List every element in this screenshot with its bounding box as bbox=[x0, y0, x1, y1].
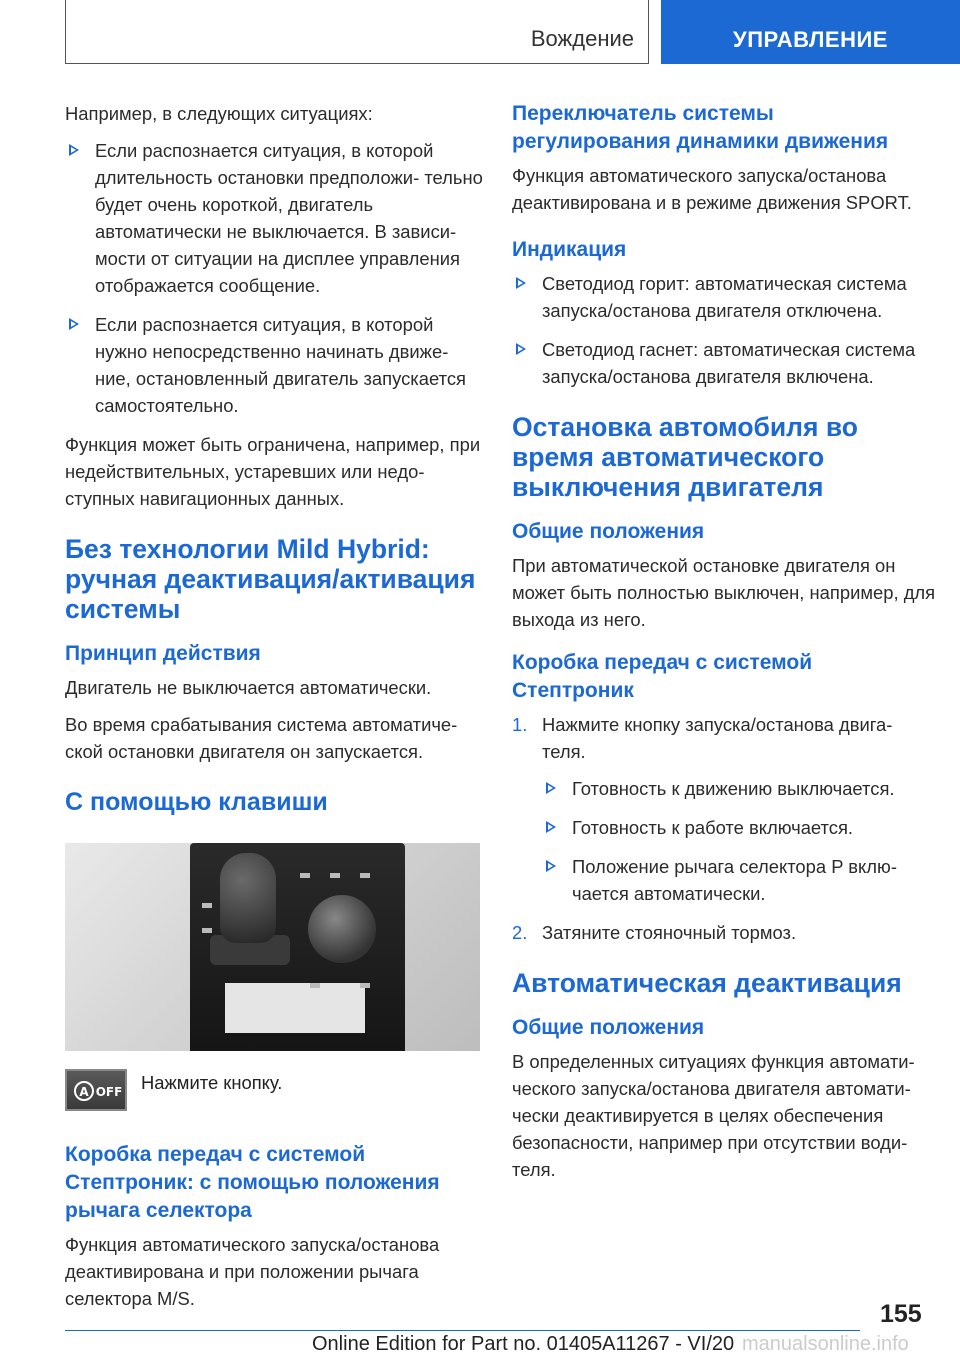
heading-steptronic: Коробка передач с системой Стептроник bbox=[512, 651, 813, 702]
step-item: 1. Нажмите кнопку запуска/останова двига- теля. Готовность к движению выключается. Готовность к работе включается. Положение рычага селектора P вклю- чается автоматически. bbox=[512, 711, 937, 907]
triangle-bullet-icon bbox=[69, 318, 79, 330]
svg-text:OFF: OFF bbox=[95, 1085, 123, 1099]
list-item: Готовность к работе включается. bbox=[542, 814, 937, 841]
step-item: 2. Затяните стояночный тормоз. bbox=[512, 922, 797, 943]
triangle-bullet-icon bbox=[546, 782, 556, 794]
list-item: Светодиод горит: автоматическая система запуска/останова двигателя отключена. bbox=[512, 270, 937, 324]
console-photo bbox=[65, 843, 480, 1051]
situation-list bbox=[65, 137, 485, 419]
principle-text-1: Двигатель не выключается автоматически. bbox=[65, 677, 432, 698]
header-chapter: УПРАВЛЕНИЕ bbox=[733, 27, 888, 52]
triangle-bullet-icon bbox=[69, 144, 79, 156]
right-column bbox=[512, 100, 937, 1193]
auto-off-row bbox=[65, 1069, 485, 1119]
general-text-2: В определенных ситуациях функция автомати- ческого запуска/останова двигателя автомати- чески деактивируется в целях обеспечения безопасности, например при отсутствии води- теля. bbox=[512, 1051, 915, 1180]
list-item: Готовность к движению выключается. bbox=[542, 775, 937, 802]
gear-lever bbox=[220, 853, 276, 943]
left-column bbox=[65, 100, 485, 1322]
list-item: Если распознается ситуация, в которой нужно непосредственно начинать движе- ние, остановленный двигатель запускается самостоятельно. bbox=[65, 311, 485, 419]
heading-general-1: Общие положения bbox=[512, 520, 705, 543]
intro-text: Например, в следующих ситуациях: bbox=[65, 103, 373, 124]
footer-divider bbox=[65, 1330, 860, 1331]
list-item: Если распознается ситуация, в которой длительность остановки предположи- тельно будет очень короткой, двигатель автоматически не выключается. В зависи- мости от ситуации на дисплее управления отображается сообщение. bbox=[65, 137, 485, 299]
center-console bbox=[190, 843, 405, 1051]
header-section: Вождение bbox=[530, 26, 634, 51]
heading-principle: Принцип действия bbox=[65, 642, 261, 665]
footer-site-watermark: manualsonline.info bbox=[742, 1333, 909, 1355]
triangle-bullet-icon bbox=[516, 343, 526, 355]
limit-text: Функция может быть ограничена, например, при недействительных, устаревших или недо- ступных навигационных данных. bbox=[65, 434, 481, 509]
principle-text-2: Во время срабатывания система автоматиче- ской остановки двигателя он запускается. bbox=[65, 714, 458, 762]
triangle-bullet-icon bbox=[546, 860, 556, 872]
svg-text:A: A bbox=[79, 1085, 89, 1099]
page-number: 155 bbox=[880, 1300, 922, 1328]
triangle-bullet-icon bbox=[516, 277, 526, 289]
auto-start-stop-off-icon bbox=[65, 1069, 127, 1111]
indication-list bbox=[512, 270, 937, 390]
steps-list bbox=[512, 711, 937, 946]
heading-indication: Индикация bbox=[512, 238, 627, 261]
header-chapter-box bbox=[661, 0, 960, 64]
list-item: Светодиод гаснет: автоматическая система запуска/останова двигателя включена. bbox=[512, 336, 937, 390]
heading-auto-deactivation: Автоматическая деактивация bbox=[512, 968, 902, 998]
step-sub-list bbox=[542, 775, 937, 907]
heading-steptronic-lever: Коробка передач с системой Стептроник: с помощью положения рычага селектора bbox=[65, 1143, 440, 1222]
general-text-1: При автоматической остановке двигателя он может быть полностью выключен, например, для выхода из него. bbox=[512, 555, 936, 630]
list-item: Положение рычага селектора P вклю- чается автоматически. bbox=[542, 853, 937, 907]
press-button-text: Нажмите кнопку. bbox=[141, 1072, 283, 1093]
dynamics-switch-text: Функция автоматического запуска/останова деактивирована и в режиме движения SPORT. bbox=[512, 165, 912, 213]
steptronic-lever-text: Функция автоматического запуска/останова деактивирована и при положении рычага селектора M/S. bbox=[65, 1234, 440, 1309]
heading-with-button: С помощью клавиши bbox=[65, 788, 328, 816]
header-section-box bbox=[65, 0, 649, 64]
heading-general-2: Общие положения bbox=[512, 1016, 705, 1039]
triangle-bullet-icon bbox=[546, 821, 556, 833]
heading-dynamics-switch: Переключатель системы регулирования динамики движения bbox=[512, 102, 889, 153]
heading-mild-hybrid: Без технологии Mild Hybrid: ручная деактивация/активация системы bbox=[65, 534, 476, 624]
footer-edition: Online Edition for Part no. 01405A11267 - VI/20 bbox=[312, 1333, 735, 1355]
controller-knob bbox=[308, 895, 376, 963]
heading-stop-vehicle: Остановка автомобиля во время автоматического выключения двигателя bbox=[512, 412, 858, 502]
